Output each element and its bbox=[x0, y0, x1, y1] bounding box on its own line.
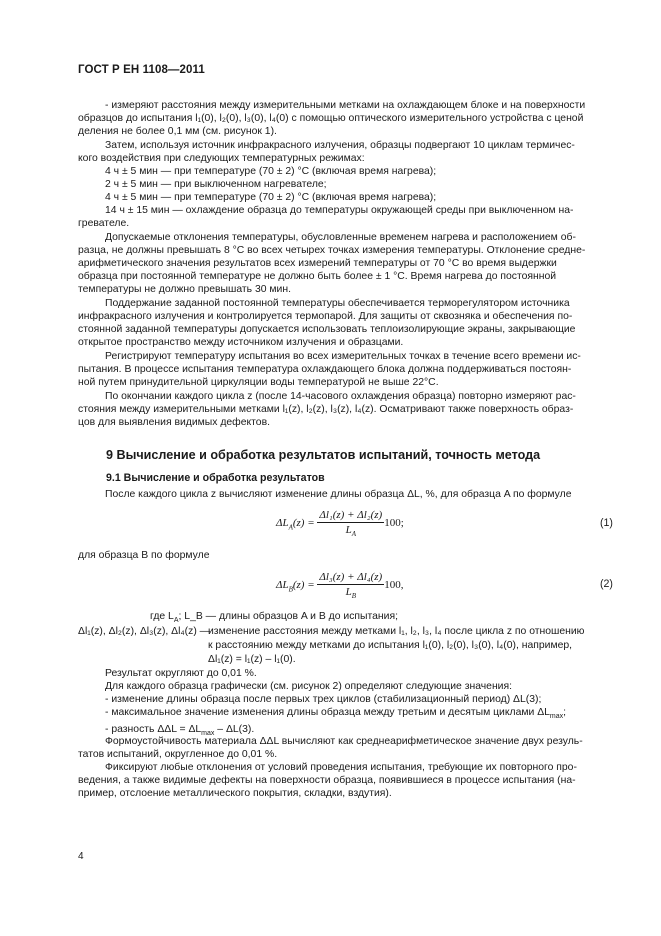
paragraph-deviation bbox=[78, 231, 614, 296]
paragraph-stability bbox=[78, 735, 614, 761]
paragraph-register bbox=[78, 350, 614, 389]
text-line: ной путем принудительной циркуляции воды температурой не выше 22°С. bbox=[78, 377, 439, 389]
text-line: Затем, используя источник инфракрасного излучения, образцы подвергают 10 циклам термичес- bbox=[105, 140, 575, 151]
text-line: ведения, а также видимые дефекты на поверхности образца, появившиеся в процессе испытания (на- bbox=[78, 775, 576, 787]
text-line: Поддержание заданной постоянной температуры обеспечивается терморегулятором источника bbox=[105, 298, 570, 309]
text-line: стоянной заданной температуры допускается использовать теплоизолирующие экраны, закрывающие bbox=[78, 324, 576, 336]
formula-den-sub: A bbox=[351, 530, 356, 539]
formula-fraction bbox=[317, 509, 384, 538]
value-text: - максимальное значение изменения длины образца между третьим и десятым циклами ΔL bbox=[105, 707, 550, 719]
text-line: Результат округляют до 0,01 %. bbox=[105, 668, 257, 679]
paragraph-record bbox=[78, 761, 614, 800]
formula-fraction bbox=[317, 571, 384, 600]
text-line: - измеряют расстояния между измерительными метками на охлаждающем блоке и на поверхности bbox=[105, 100, 586, 111]
equation-number: (2) bbox=[600, 578, 613, 590]
document-header: ГОСТ Р ЕН 1108—2011 bbox=[78, 64, 205, 76]
formula-lhs-arg: (z) = bbox=[292, 579, 315, 592]
paragraph-measure bbox=[78, 99, 614, 138]
where-label: где L bbox=[150, 611, 174, 622]
subsection-heading: 9.1 Вычисление и обработка результатов bbox=[106, 472, 325, 484]
text-line: арифметического значения результатов всех измерений температуры от 70 °С во время выдержки bbox=[78, 258, 557, 270]
value-tail: ; bbox=[563, 707, 567, 719]
text-line: образца при постоянной температуре не должно быть более ± 1 °С. Время нагрева до постоянной bbox=[78, 271, 557, 283]
formula-den-sub: B bbox=[351, 592, 356, 601]
value-tail: – ΔL(3). bbox=[214, 724, 255, 736]
formula-lhs: ΔL bbox=[276, 579, 289, 592]
text-line: После каждого цикла z вычисляют изменение длины образца ΔL, %, для образца A по формуле bbox=[105, 489, 572, 500]
text-line: гревателе. bbox=[78, 218, 130, 230]
paragraph-end-cycle bbox=[78, 390, 614, 429]
paragraph-values bbox=[78, 667, 614, 741]
text-line: кого воздействия при следующих температурных режимах: bbox=[78, 153, 365, 165]
page-number: 4 bbox=[78, 851, 84, 862]
text-line: пример, отслоение металлического покрытия, складки, вздутия). bbox=[78, 788, 392, 800]
temperature-regimes bbox=[78, 165, 614, 230]
formula-lhs-arg: (z) = bbox=[292, 517, 315, 530]
formula-1 bbox=[276, 509, 404, 538]
formula-lhs-sub: A bbox=[288, 523, 293, 532]
text-line: образцов до испытания l₁(0), l₂(0), l₃(0), l₄(0) с помощью оптического измерительного устройства с ценой bbox=[78, 113, 584, 125]
where-deltas-line: изменение расстояния между метками l₁, l₂, l₃, l₄ после цикла z по отношению bbox=[208, 626, 585, 637]
text-line: инфракрасного излучения и контролируется термопарой. Для защиты от сквозняка и обеспечения по- bbox=[78, 311, 573, 323]
text-line: Формоустойчивость материала ΔΔL вычисляют как среднеарифметическое значение двух резуль- bbox=[105, 736, 583, 747]
value-sub: max bbox=[201, 730, 215, 738]
paragraph-maintain bbox=[78, 297, 614, 349]
where-lengths-def: ; L_B — длины образцов A и B до испытания; bbox=[178, 611, 398, 622]
formula-denominator bbox=[317, 523, 384, 538]
section-heading: 9 Вычисление и обработка результатов испытаний, точность метода bbox=[106, 448, 541, 462]
regime-item: 4 ч ± 5 мин — при температуре (70 ± 2) °С (включая время нагрева); bbox=[105, 192, 437, 204]
text-line: Фиксируют любые отклонения от условий проведения испытания, требующие их повторного про- bbox=[105, 762, 577, 773]
where-sub: A bbox=[173, 617, 179, 625]
text-line: деления не более 0,1 мм (см. рисунок 1). bbox=[78, 126, 277, 138]
regime-item: 2 ч ± 5 мин — при выключенном нагревателе; bbox=[105, 179, 327, 191]
equation-number: (1) bbox=[600, 517, 613, 529]
text-line: открытое пространство между источником излучения и образцами. bbox=[78, 337, 404, 349]
value-item bbox=[78, 706, 614, 723]
paragraph-after-cycle bbox=[78, 488, 614, 501]
text-line: По окончании каждого цикла z (после 14-часового охлаждения образца) повторно измеряют рас- bbox=[105, 391, 576, 402]
text-line: для образца B по формуле bbox=[78, 550, 210, 561]
formula-factor: 100; bbox=[384, 517, 404, 530]
text-line: Допускаемые отклонения температуры, обусловленные временем нагрева и расположением об- bbox=[105, 232, 576, 243]
where-deltas-symbol: Δl₁(z), Δl₂(z), Δl₃(z), Δl₄(z) — bbox=[78, 626, 211, 637]
formula-numerator: Δl₃(z) + Δl₄(z) bbox=[319, 571, 383, 583]
value-text: - разность ΔΔL = ΔL bbox=[105, 724, 202, 736]
text-line: цов для выявления видимых дефектов. bbox=[78, 417, 270, 429]
regime-item: 4 ч ± 5 мин — при температуре (70 ± 2) °С (включая время нагрева); bbox=[105, 166, 437, 177]
formula-lhs: ΔL bbox=[276, 517, 289, 530]
text-line: стояния между измерительными метками l₁(z), l₂(z), l₃(z), l₄(z). Осматривают также поверхность образ- bbox=[78, 404, 574, 416]
paragraph-ir bbox=[78, 139, 614, 165]
text-line: разца, не должны превышать 8 °С во всех четырех точках измерения температуры. Отклонение средне- bbox=[78, 245, 586, 257]
value-sub: max bbox=[549, 713, 564, 721]
formula-lhs-sub: B bbox=[288, 585, 293, 594]
text-line: Регистрируют температуру испытания во всех измерительных точках в течение всего времени ис- bbox=[105, 351, 581, 362]
text-line: Для каждого образца графически (см. рисунок 2) определяют следующие значения: bbox=[105, 681, 512, 693]
formula-2 bbox=[276, 571, 403, 600]
formula-factor: 100, bbox=[384, 579, 404, 592]
text-line: татов испытаний, округленное до 0,01 %. bbox=[78, 749, 278, 761]
where-deltas-line: к расстоянию между метками до испытания l₁(0), l₂(0), l₃(0), l₄(0), например, bbox=[208, 640, 573, 651]
formula-den-symbol: L bbox=[345, 586, 352, 598]
formula-den-symbol: L bbox=[345, 524, 352, 536]
where-deltas-line: Δl₁(z) = l₁(z) – l₁(0). bbox=[208, 654, 296, 665]
text-line: температуры не должно превышать 30 мин. bbox=[78, 284, 291, 296]
formula-denominator bbox=[317, 585, 384, 600]
text-line: пытания. В процессе испытания температура охлаждающего блока должна поддерживаться постоян- bbox=[78, 364, 572, 376]
value-item: - изменение длины образца после первых трех циклов (стабилизационный период) ΔL(3); bbox=[105, 694, 542, 706]
formula-numerator: Δl₁(z) + Δl₂(z) bbox=[319, 509, 383, 521]
regime-item: 14 ч ± 15 мин — охлаждение образца до температуры окружающей среды при выключенном на- bbox=[105, 205, 574, 217]
paragraph-for-b bbox=[78, 549, 614, 562]
